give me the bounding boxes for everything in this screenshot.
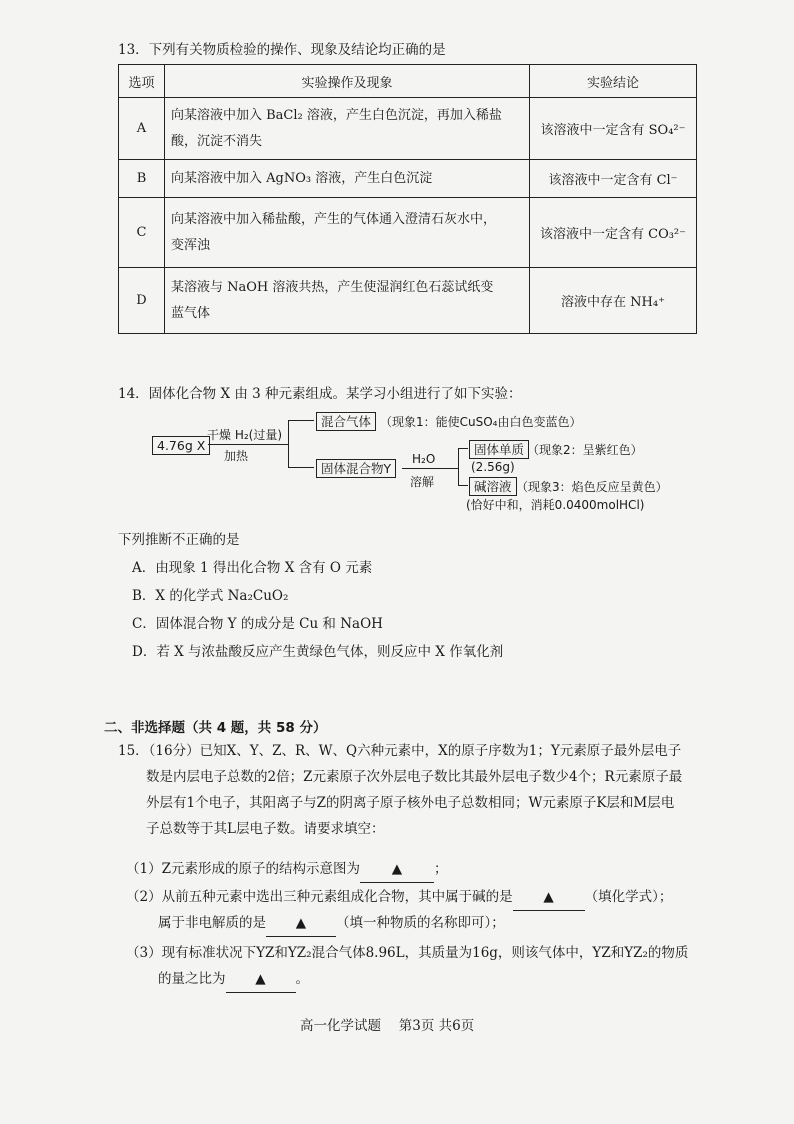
arrow-line (458, 485, 468, 486)
arrow-line (288, 467, 314, 468)
op-line: 向某溶液中加入 BaCl₂ 溶液，产生白色沉淀，再加入稀盐 (171, 107, 502, 123)
section-2-heading: 二、非选择题（共 4 题，共 58 分） (104, 720, 327, 736)
question-14-stem: 14．固体化合物 X 由 3 种元素组成。某学习小组进行了如下实验： (118, 386, 522, 402)
arrow-line (458, 448, 459, 486)
table-header-row (119, 65, 697, 98)
question-14-prompt: 下列推断不正确的是 (118, 532, 240, 548)
op-line: 向某溶液中加入 AgNO₃ 溶液，产生白色沉淀 (171, 170, 433, 186)
stem-line: 子总数等于其L层电子数。请要求填空： (146, 821, 385, 837)
start-box: 4.76g X (152, 436, 210, 455)
page-footer: 高一化学试题 第3页 共6页 (300, 1018, 475, 1034)
question-15-part-1 (126, 856, 726, 883)
row-option: D (119, 268, 165, 334)
part-text: 的量之比为 (158, 971, 226, 987)
op-line: 某溶液与 NaOH 溶液共热，产生使湿润红色石蕊试纸变 (171, 279, 494, 295)
question-13-stem: 13．下列有关物质检验的操作、现象及结论均正确的是 (118, 42, 446, 58)
solid-element-box: 固体单质 (469, 440, 529, 459)
observation-2: （现象2：呈紫红色） (527, 443, 643, 457)
part-text: 属于非电解质的是 (158, 915, 266, 931)
observation-3: （现象3：焰色反应呈黄色） (516, 480, 668, 494)
header-operation: 实验操作及现象 (165, 65, 530, 98)
answer-blank[interactable]: ▲ (226, 966, 296, 993)
answer-option-b: B．X 的化学式 Na₂CuO₂ (132, 588, 289, 604)
part-text: （填化学式）； (584, 889, 673, 905)
part-text: ； (433, 861, 448, 877)
answer-blank[interactable]: ▲ (513, 884, 585, 911)
row-option: C (119, 198, 165, 268)
row-option: B (119, 160, 165, 198)
question-15-part-2 (126, 884, 726, 911)
answer-option-a: A．由现象 1 得出化合物 X 含有 O 元素 (132, 560, 373, 576)
op-line: 变浑浊 (171, 237, 211, 253)
water-label: H₂O (412, 452, 436, 466)
row-operation (165, 98, 530, 160)
row-operation (165, 198, 530, 268)
op-line: 酸，沉淀不消失 (171, 133, 263, 149)
part-text: 。 (295, 971, 309, 987)
stem-line: 15．（16分）已知X、Y、Z、R、W、Q六种元素中，X的原子序数为1；Y元素原子最外层电子 (118, 743, 682, 759)
question-13-table (118, 64, 697, 334)
arrow-line (288, 420, 314, 421)
arrow-line (288, 420, 289, 468)
table-row (119, 160, 697, 198)
observation-1: （现象1：能使CuSO₄由白色变蓝色） (380, 415, 582, 429)
gas-box: 混合气体 (316, 412, 376, 431)
table-row (119, 98, 697, 160)
answer-blank[interactable]: ▲ (360, 856, 434, 883)
arrow-line (458, 448, 468, 449)
dissolve-label: 溶解 (410, 475, 435, 489)
row-conclusion: 该溶液中一定含有 CO₃²⁻ (530, 198, 697, 268)
alkali-solution-box: 碱溶液 (469, 477, 517, 496)
op-line: 蓝气体 (171, 305, 211, 321)
op-line: 向某溶液中加入稀盐酸，产生的气体通入澄清石灰水中， (171, 211, 497, 227)
stem-line: 外层有1个电子，其阳离子与Z的阴离子原子核外电子总数相同；W元素原子K层和M层电 (146, 795, 675, 811)
table-row (119, 268, 697, 334)
table-row (119, 198, 697, 268)
part-text: （3）现有标准状况下YZ和YZ₂混合气体8.96L，其质量为16g，则该气体中，YZ和YZ₂的物质 (126, 945, 689, 961)
row-conclusion: 该溶液中一定含有 SO₄²⁻ (530, 98, 697, 160)
header-conclusion: 实验结论 (530, 65, 697, 98)
row-operation (165, 160, 530, 198)
arrow-line (208, 444, 288, 445)
header-option: 选项 (119, 65, 165, 98)
answer-option-c: C．固体混合物 Y 的成分是 Cu 和 NaOH (132, 616, 383, 632)
row-operation (165, 268, 530, 334)
arrow-line (402, 468, 458, 469)
row-option: A (119, 98, 165, 160)
stem-line: 数是内层电子总数的2倍；Z元素原子次外层电子数比其最外层电子数少4个；R元素原子最 (146, 769, 683, 785)
part-text: （1）Z元素形成的原子的结构示意图为 (126, 861, 360, 877)
part-text: （填一种物质的名称即可）； (336, 915, 505, 931)
condition-top: 干燥 H₂(过量) (207, 428, 283, 442)
row-conclusion: 该溶液中一定含有 Cl⁻ (530, 160, 697, 198)
question-15-part-3 (126, 940, 726, 993)
row-conclusion: 溶液中存在 NH₄⁺ (530, 268, 697, 334)
question-15-part-2b (158, 910, 758, 937)
answer-blank[interactable]: ▲ (266, 910, 336, 937)
condition-bottom: 加热 (224, 449, 249, 463)
part-text: （2）从前五种元素中选出三种元素组成化合物，其中属于碱的是 (126, 889, 513, 905)
solid-mixture-box: 固体混合物Y (316, 459, 396, 478)
question-15-stem (118, 738, 718, 842)
mass-label: (2.56g) (471, 460, 515, 474)
answer-option-d: D．若 X 与浓盐酸反应产生黄绿色气体，则反应中 X 作氧化剂 (132, 644, 504, 660)
neutralization-note: (恰好中和，消耗0.0400molHCl) (466, 498, 645, 512)
